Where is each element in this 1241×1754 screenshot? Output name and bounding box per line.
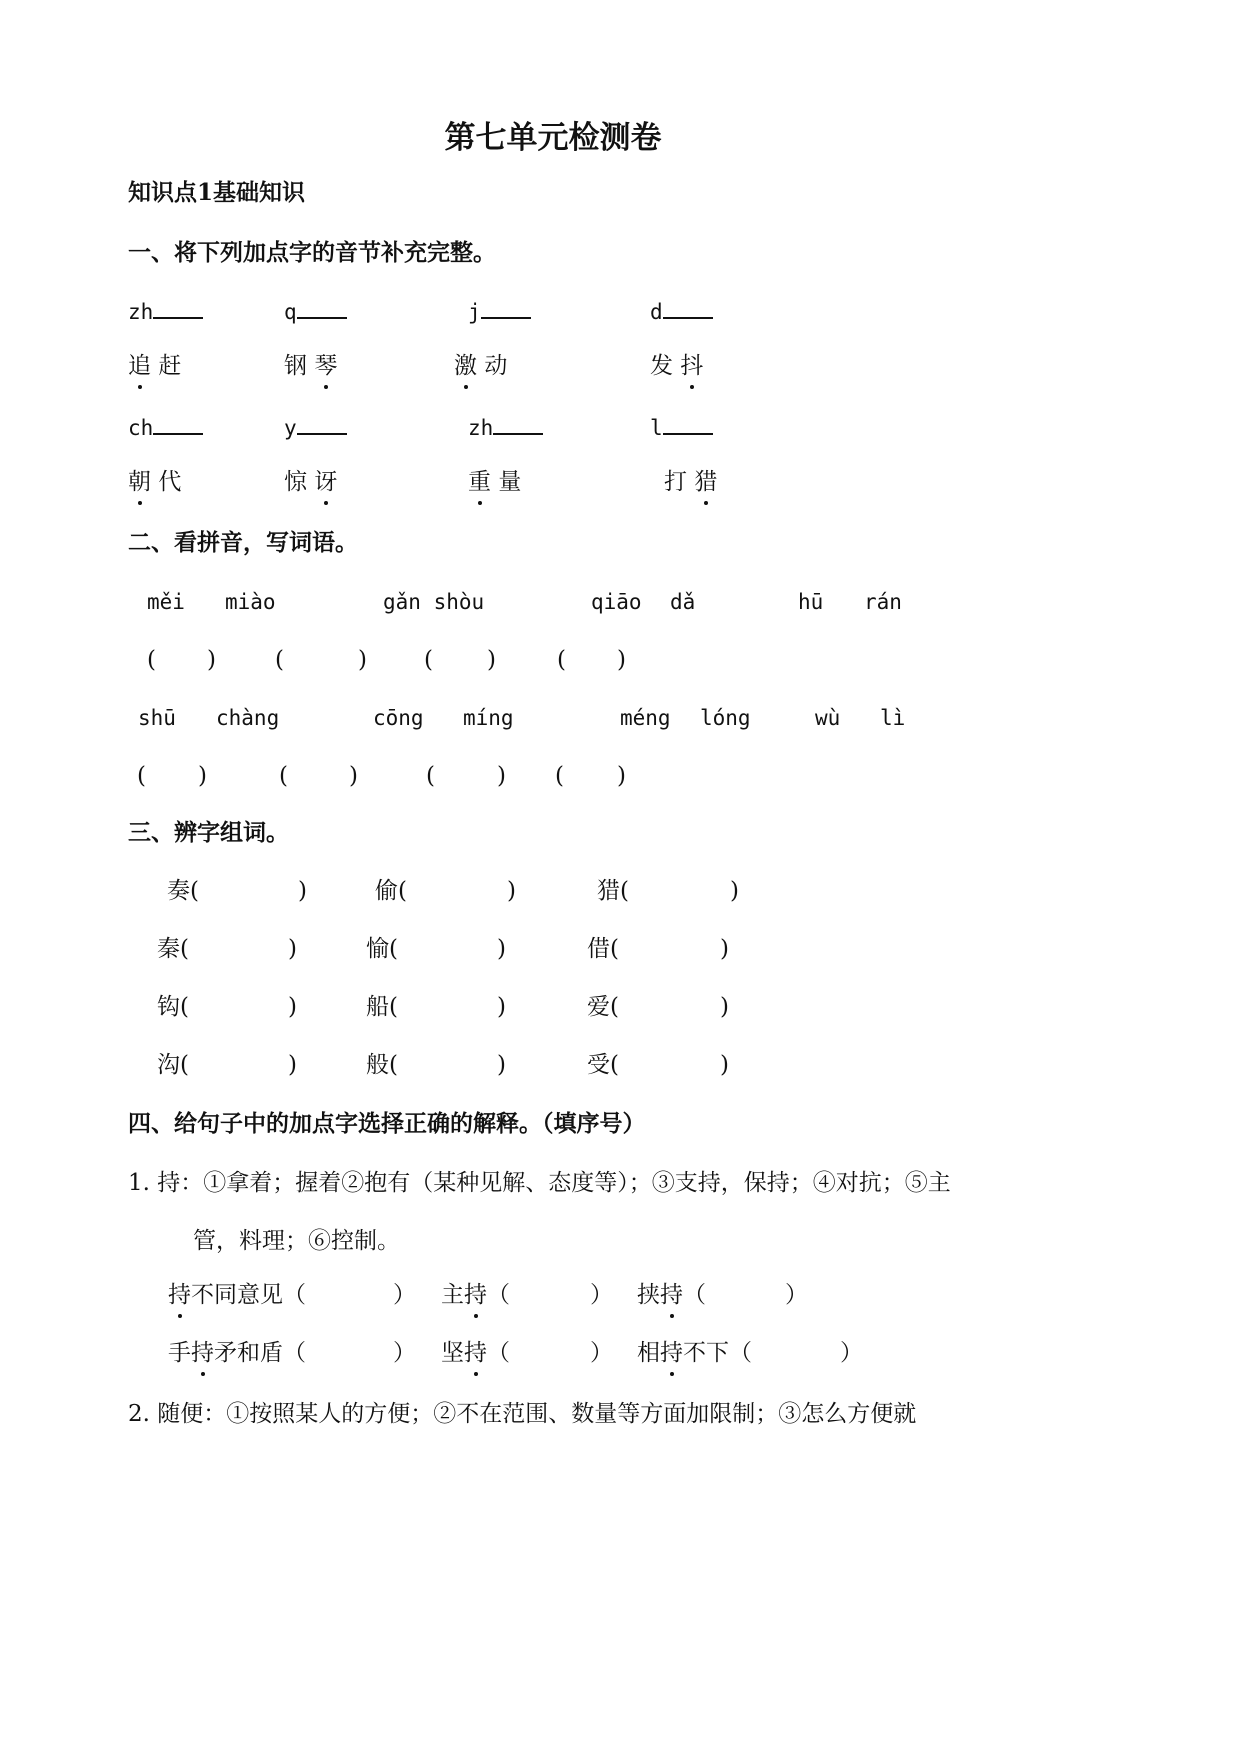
paren-open: ( bbox=[190, 878, 199, 904]
word-building-item[interactable] bbox=[157, 933, 189, 965]
question1-definitions: 1. 持：①拿着；握着②抱有（某种见解、态度等）；③支持，保持；④对抗；⑤主 bbox=[128, 1170, 951, 1196]
character: 猎 bbox=[597, 878, 620, 904]
word-building-item[interactable] bbox=[375, 875, 407, 907]
word-char: 量 bbox=[498, 469, 522, 495]
dotted-word bbox=[454, 350, 507, 382]
word-char: 不 bbox=[191, 1282, 214, 1308]
pinyin: míng bbox=[463, 706, 514, 730]
character: 愉 bbox=[366, 936, 389, 962]
word-char: 朝 bbox=[128, 466, 151, 498]
word-char: 矛 bbox=[214, 1340, 237, 1366]
pinyin: cōng bbox=[373, 706, 424, 730]
word-char: 主 bbox=[441, 1282, 464, 1308]
dotted-word bbox=[664, 466, 717, 498]
paren-close: ) bbox=[497, 1052, 506, 1078]
word-char: 打 bbox=[664, 469, 687, 495]
answer-paren-open[interactable]: ( bbox=[275, 647, 284, 673]
word-char: 坚 bbox=[441, 1340, 464, 1366]
pinyin: rán bbox=[864, 590, 902, 614]
word-char: 讶 bbox=[314, 466, 337, 498]
word-char: 持 bbox=[464, 1279, 487, 1311]
initial: zh bbox=[468, 416, 494, 440]
pinyin: chàng bbox=[216, 706, 280, 730]
pinyin: lóng bbox=[700, 706, 751, 730]
word-building-item[interactable] bbox=[597, 875, 629, 907]
dotted-word bbox=[650, 350, 703, 382]
paren-open: ( bbox=[389, 1052, 398, 1078]
initial: j bbox=[468, 300, 481, 324]
answer-paren-close[interactable]: ） bbox=[785, 1282, 808, 1308]
answer-paren-open[interactable]: ( bbox=[557, 647, 566, 673]
paren-close: ) bbox=[730, 878, 739, 904]
dotted-phrase bbox=[637, 1279, 706, 1311]
pinyin-prompt bbox=[650, 412, 713, 444]
initial: zh bbox=[128, 300, 154, 324]
answer-paren-close[interactable]: ） bbox=[393, 1340, 416, 1366]
pinyin: gǎn shòu bbox=[383, 590, 485, 614]
word-building-item[interactable] bbox=[366, 1049, 398, 1081]
dotted-phrase bbox=[168, 1337, 306, 1369]
question1-definitions-cont: 管，料理；⑥控制。 bbox=[193, 1228, 400, 1254]
answer-paren-open[interactable]: （ bbox=[487, 1340, 510, 1366]
word-building-item[interactable] bbox=[366, 933, 398, 965]
answer-paren-close[interactable]: ) bbox=[617, 647, 626, 673]
knowledge-point-heading: 知识点1基础知识 bbox=[128, 179, 306, 206]
paren-open: ( bbox=[610, 994, 619, 1020]
word-char: 不 bbox=[683, 1340, 706, 1366]
word-char: 见 bbox=[260, 1282, 283, 1308]
section1-heading: 一、将下列加点字的音节补充完整。 bbox=[128, 239, 496, 266]
dotted-word bbox=[468, 466, 521, 498]
dotted-phrase bbox=[637, 1337, 752, 1369]
answer-blank[interactable] bbox=[153, 299, 203, 319]
paren-close: ) bbox=[288, 994, 297, 1020]
answer-paren-open[interactable]: （ bbox=[729, 1340, 752, 1366]
word-char: 下 bbox=[706, 1340, 729, 1366]
word-char: 盾 bbox=[260, 1340, 283, 1366]
word-char: 惊 bbox=[284, 469, 307, 495]
question2-definitions: 2. 随便：①按照某人的方便；②不在范围、数量等方面加限制；③怎么方便就 bbox=[128, 1401, 917, 1427]
character: 般 bbox=[366, 1052, 389, 1078]
answer-paren-close[interactable]: ) bbox=[198, 763, 207, 789]
paren-open: ( bbox=[180, 994, 189, 1020]
paren-close: ) bbox=[288, 1052, 297, 1078]
answer-paren-open[interactable]: （ bbox=[487, 1282, 510, 1308]
answer-paren-open[interactable]: （ bbox=[283, 1340, 306, 1366]
word-char: 持 bbox=[191, 1337, 214, 1369]
answer-blank[interactable] bbox=[297, 299, 347, 319]
answer-paren-open[interactable]: ( bbox=[137, 763, 146, 789]
answer-paren-close[interactable]: ) bbox=[358, 647, 367, 673]
answer-paren-open[interactable]: ( bbox=[424, 647, 433, 673]
paren-close: ) bbox=[507, 878, 516, 904]
paren-open: ( bbox=[610, 1052, 619, 1078]
character: 偷 bbox=[375, 878, 398, 904]
paren-close: ) bbox=[720, 1052, 729, 1078]
paren-open: ( bbox=[389, 994, 398, 1020]
word-char: 动 bbox=[484, 353, 508, 379]
word-building-item[interactable] bbox=[366, 991, 398, 1023]
character: 借 bbox=[587, 936, 610, 962]
pinyin: miào bbox=[225, 590, 276, 614]
character: 奏 bbox=[167, 878, 190, 904]
answer-blank[interactable] bbox=[153, 415, 203, 435]
initial: y bbox=[284, 416, 297, 440]
answer-paren-close[interactable]: ) bbox=[349, 763, 358, 789]
answer-paren-close[interactable]: ） bbox=[840, 1340, 863, 1366]
word-char: 发 bbox=[650, 353, 673, 379]
initial: ch bbox=[128, 416, 154, 440]
paren-open: ( bbox=[398, 878, 407, 904]
word-char: 和 bbox=[237, 1340, 260, 1366]
answer-paren-close[interactable]: ） bbox=[590, 1282, 613, 1308]
answer-blank[interactable] bbox=[663, 299, 713, 319]
word-building-item[interactable] bbox=[587, 1049, 619, 1081]
answer-blank[interactable] bbox=[493, 415, 543, 435]
paren-close: ) bbox=[298, 878, 307, 904]
section3-heading: 三、辨字组词。 bbox=[128, 819, 289, 846]
answer-blank[interactable] bbox=[481, 299, 531, 319]
paren-close: ) bbox=[497, 994, 506, 1020]
initial: d bbox=[650, 300, 663, 324]
answer-paren-open[interactable]: ( bbox=[555, 763, 564, 789]
dotted-word bbox=[128, 466, 181, 498]
answer-blank[interactable] bbox=[663, 415, 713, 435]
pinyin-prompt bbox=[468, 296, 531, 328]
dotted-phrase bbox=[168, 1279, 306, 1311]
word-char: 同 bbox=[214, 1282, 237, 1308]
paren-open: ( bbox=[610, 936, 619, 962]
pinyin: qiāo bbox=[591, 590, 642, 614]
paren-open: ( bbox=[180, 936, 189, 962]
character: 秦 bbox=[157, 936, 180, 962]
word-char: 追 bbox=[128, 350, 151, 382]
paren-close: ) bbox=[497, 936, 506, 962]
word-char: 代 bbox=[158, 469, 182, 495]
pinyin-prompt bbox=[468, 412, 543, 444]
answer-blank[interactable] bbox=[297, 415, 347, 435]
word-char: 激 bbox=[454, 350, 477, 382]
paren-close: ) bbox=[720, 994, 729, 1020]
word-char: 猎 bbox=[694, 466, 717, 498]
word-char: 挟 bbox=[637, 1282, 660, 1308]
dotted-word bbox=[284, 466, 337, 498]
answer-paren-open[interactable]: ( bbox=[279, 763, 288, 789]
word-char: 持 bbox=[660, 1279, 683, 1311]
pinyin-prompt bbox=[650, 296, 713, 328]
dotted-word bbox=[128, 350, 181, 382]
answer-paren-close[interactable]: ） bbox=[393, 1282, 416, 1308]
paren-open: ( bbox=[389, 936, 398, 962]
answer-paren-open[interactable]: （ bbox=[683, 1282, 706, 1308]
word-char: 意 bbox=[237, 1282, 260, 1308]
paren-open: ( bbox=[180, 1052, 189, 1078]
answer-paren-close[interactable]: ) bbox=[497, 763, 506, 789]
pinyin-prompt bbox=[284, 296, 347, 328]
pinyin-prompt bbox=[128, 296, 203, 328]
dotted-phrase bbox=[441, 1279, 510, 1311]
answer-paren-close[interactable]: ) bbox=[207, 647, 216, 673]
word-char: 持 bbox=[464, 1337, 487, 1369]
pinyin: shū bbox=[138, 706, 176, 730]
word-char: 赶 bbox=[158, 353, 182, 379]
pinyin: dǎ bbox=[670, 590, 696, 614]
paren-open: ( bbox=[620, 878, 629, 904]
dotted-phrase bbox=[441, 1337, 510, 1369]
pinyin-prompt bbox=[284, 412, 347, 444]
pinyin: měi bbox=[147, 590, 185, 614]
pinyin: wù bbox=[815, 706, 841, 730]
character: 钩 bbox=[157, 994, 180, 1020]
word-char: 持 bbox=[168, 1279, 191, 1311]
character: 爱 bbox=[587, 994, 610, 1020]
pinyin: lì bbox=[880, 706, 906, 730]
word-char: 持 bbox=[660, 1337, 683, 1369]
word-char: 抖 bbox=[680, 350, 703, 382]
word-building-item[interactable] bbox=[587, 933, 619, 965]
section4-heading: 四、给句子中的加点字选择正确的解释。（填序号） bbox=[128, 1110, 646, 1137]
word-char: 重 bbox=[468, 466, 491, 498]
paren-close: ) bbox=[288, 936, 297, 962]
pinyin-prompt bbox=[128, 412, 203, 444]
initial: l bbox=[650, 416, 663, 440]
answer-paren-close[interactable]: ) bbox=[487, 647, 496, 673]
paren-close: ) bbox=[720, 936, 729, 962]
word-building-item[interactable] bbox=[157, 991, 189, 1023]
word-char: 相 bbox=[637, 1340, 660, 1366]
word-char: 琴 bbox=[314, 350, 337, 382]
word-char: 钢 bbox=[284, 353, 307, 379]
section2-heading: 二、看拼音，写词语。 bbox=[128, 529, 358, 556]
word-building-item[interactable] bbox=[167, 875, 199, 907]
word-building-item[interactable] bbox=[157, 1049, 189, 1081]
character: 船 bbox=[366, 994, 389, 1020]
answer-paren-open[interactable]: ( bbox=[147, 647, 156, 673]
page-title: 第七单元检测卷 bbox=[444, 120, 662, 156]
word-char: 手 bbox=[168, 1340, 191, 1366]
answer-paren-open[interactable]: ( bbox=[426, 763, 435, 789]
initial: q bbox=[284, 300, 297, 324]
character: 沟 bbox=[157, 1052, 180, 1078]
dotted-word bbox=[284, 350, 337, 382]
answer-paren-close[interactable]: ） bbox=[590, 1340, 613, 1366]
answer-paren-close[interactable]: ) bbox=[617, 763, 626, 789]
answer-paren-open[interactable]: （ bbox=[283, 1282, 306, 1308]
pinyin: méng bbox=[620, 706, 671, 730]
word-building-item[interactable] bbox=[587, 991, 619, 1023]
character: 受 bbox=[587, 1052, 610, 1078]
pinyin: hū bbox=[798, 590, 824, 614]
